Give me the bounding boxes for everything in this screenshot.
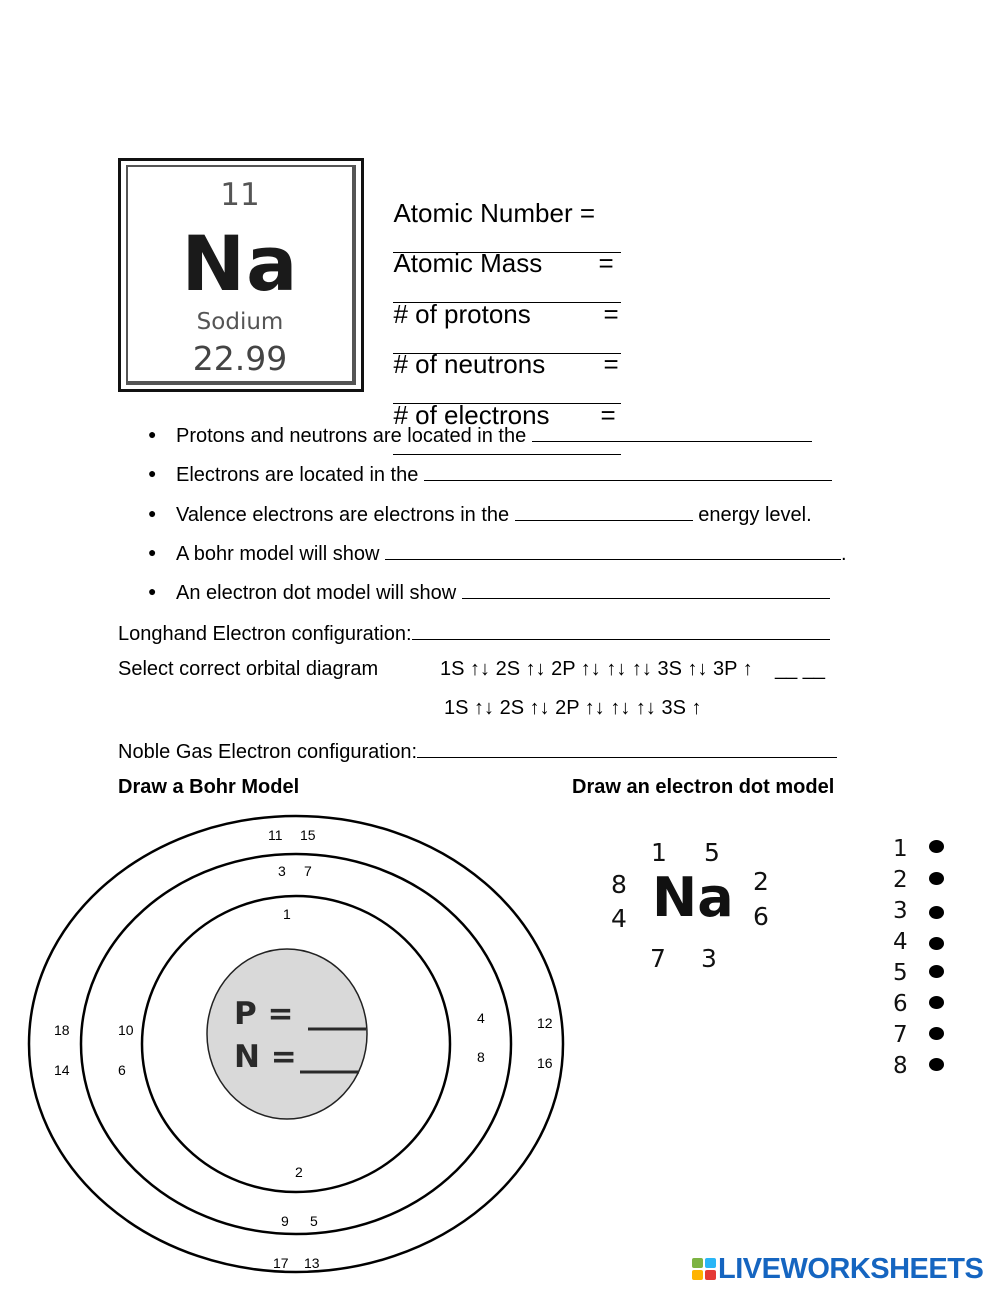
electron-dot-model	[600, 830, 800, 980]
dot-pos-bottom-left[interactable]: 7	[650, 944, 666, 973]
atomic-mass-label: 22.99	[192, 339, 288, 378]
bohr-num: 13	[304, 1255, 320, 1271]
bohr-num: 5	[310, 1213, 318, 1229]
choice-num: 1	[893, 836, 908, 862]
choice-num: 4	[893, 929, 908, 955]
bohr-num: 10	[118, 1022, 134, 1038]
longhand-config: Longhand Electron configuration:	[118, 619, 830, 646]
valence-answer[interactable]	[515, 500, 693, 521]
choice-num: 3	[893, 898, 908, 924]
bohr-num: 2	[295, 1164, 303, 1180]
bullet-dot-model: ● An electron dot model will show	[148, 578, 830, 605]
dot-heading: Draw an electron dot model	[572, 776, 835, 798]
dot-pos-left-bottom[interactable]: 4	[611, 904, 627, 933]
bohr-heading: Draw a Bohr Model	[118, 776, 300, 798]
bullet-electrons-location: ● Electrons are located in the	[148, 460, 832, 487]
bohr-num: 18	[54, 1022, 70, 1038]
element-tile	[118, 158, 364, 392]
fact-atomic-number: Atomic Number =	[379, 167, 621, 260]
dot-model-answer[interactable]	[462, 578, 830, 599]
liveworksheets-logo-icon	[692, 1258, 718, 1282]
bohr-num: 12	[537, 1015, 553, 1031]
dot-model-symbol: Na	[652, 866, 734, 929]
orbital-option-1[interactable]: 1S ↑↓ 2S ↑↓ 2P ↑↓ ↑↓ ↑↓ 3S ↑↓ 3P ↑ __ __	[440, 658, 826, 680]
choice-num: 7	[893, 1022, 908, 1048]
choice-num: 5	[893, 960, 908, 986]
bohr-num: 7	[304, 863, 312, 879]
bohr-num: 6	[118, 1062, 126, 1078]
bullet-bohr: ● A bohr model will show .	[148, 539, 847, 566]
draggable-dot[interactable]	[929, 872, 944, 885]
dot-pos-left-top[interactable]: 8	[611, 870, 627, 899]
dot-pos-top-left[interactable]: 1	[651, 838, 667, 867]
bohr-num: 1	[283, 906, 291, 922]
bohr-num: 16	[537, 1055, 553, 1071]
choice-num: 6	[893, 991, 908, 1017]
draggable-dot[interactable]	[929, 996, 944, 1009]
noble-answer[interactable]	[417, 737, 837, 758]
bullet-valence: ● Valence electrons are electrons in the energy level.	[148, 500, 812, 527]
draggable-dot[interactable]	[929, 1058, 944, 1071]
bohr-model	[0, 810, 580, 1294]
dot-pos-top-right[interactable]: 5	[704, 838, 720, 867]
bohr-num: 3	[278, 863, 286, 879]
dot-pos-right-top[interactable]: 2	[753, 867, 769, 896]
nucleus-answer[interactable]	[532, 421, 812, 442]
dot-pos-bottom-right[interactable]: 3	[701, 944, 717, 973]
draggable-dot[interactable]	[929, 840, 944, 853]
bohr-num: 14	[54, 1062, 70, 1078]
fact-neutrons: # of neutrons =	[379, 318, 621, 411]
neutrons-label: N =	[234, 1039, 297, 1075]
fact-protons: # of protons =	[379, 268, 621, 361]
dot-pos-right-bottom[interactable]: 6	[753, 902, 769, 931]
fact-atomic-mass: Atomic Mass =	[379, 217, 621, 310]
element-name: Sodium	[196, 309, 284, 335]
electrons-location-answer[interactable]	[424, 460, 832, 481]
draggable-dot[interactable]	[929, 906, 944, 919]
bohr-num: 4	[477, 1010, 485, 1026]
draggable-dot[interactable]	[929, 965, 944, 978]
bohr-num: 17	[273, 1255, 289, 1271]
draggable-dot[interactable]	[929, 937, 944, 950]
fact-electrons: # of electrons =	[379, 369, 621, 462]
bohr-num: 15	[300, 827, 316, 843]
bohr-num: 9	[281, 1213, 289, 1229]
choice-num: 2	[893, 867, 908, 893]
noble-config: Noble Gas Electron configuration:	[118, 737, 837, 764]
bohr-answer[interactable]	[385, 539, 841, 560]
longhand-answer[interactable]	[412, 619, 830, 640]
bohr-num: 11	[268, 827, 283, 843]
choice-num: 8	[893, 1053, 908, 1079]
bohr-nucleus	[207, 949, 367, 1119]
orbital-label: Select correct orbital diagram	[118, 658, 379, 680]
bohr-num: 8	[477, 1049, 485, 1065]
bullet-nucleus: ● Protons and neutrons are located in the	[148, 421, 812, 448]
protons-label: P =	[234, 996, 294, 1032]
draggable-dot[interactable]	[929, 1027, 944, 1040]
orbital-option-2[interactable]: 1S ↑↓ 2S ↑↓ 2P ↑↓ ↑↓ ↑↓ 3S ↑	[444, 697, 702, 719]
brand-wordmark: LIVEWORKSHEETS	[718, 1253, 984, 1285]
element-symbol: Na	[181, 219, 299, 308]
atomic-number-label: 11	[220, 177, 260, 213]
